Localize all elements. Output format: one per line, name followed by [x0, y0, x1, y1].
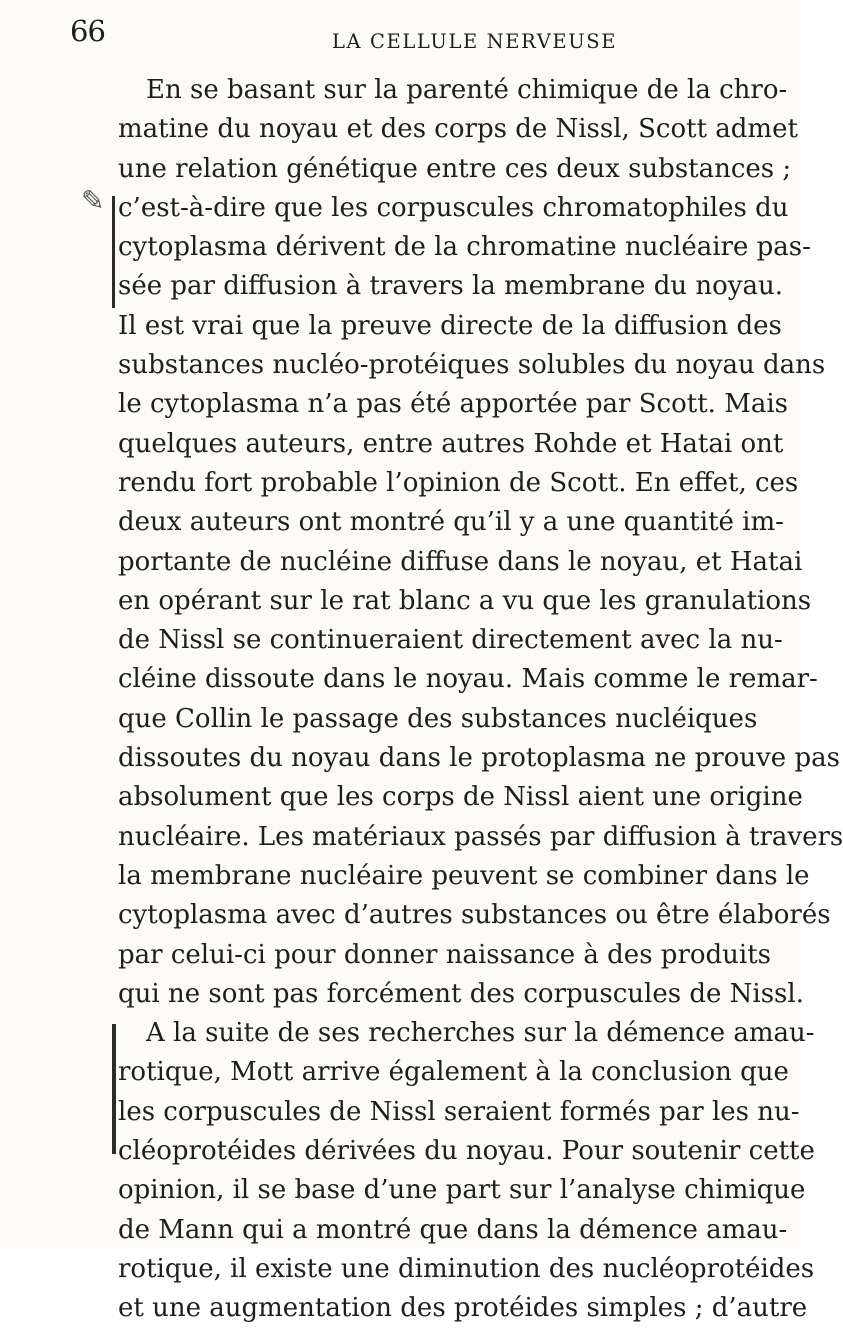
text-line: portante de nucléine diffuse dans le noyau, et Hatai	[118, 546, 803, 577]
text-line: substances nucléo-protéiques solubles du noyau dans	[118, 350, 826, 381]
text-line: le cytoplasma n’a pas été apportée par Scott. Mais	[118, 389, 788, 420]
text-line: rotique, Mott arrive également à la conclusion que	[118, 1057, 789, 1088]
text-line: les corpuscules de Nissl seraient formés par les nu-	[118, 1096, 800, 1127]
text-line: opinion, il se base d’une part sur l’analyse chimique	[118, 1175, 806, 1206]
text-line: dissoutes du noyau dans le protoplasma ne prouve pas	[118, 743, 840, 774]
text-line: Il est vrai que la preuve directe de la diffusion des	[118, 310, 782, 341]
text-line: c’est-à-dire que les corpuscules chromatophiles du	[118, 192, 789, 223]
text-line: qui ne sont pas forcément des corpuscules de Nissl.	[118, 978, 804, 1009]
text-line: une relation génétique entre ces deux substances ;	[118, 153, 792, 184]
margin-line-mark	[112, 1024, 116, 1154]
page-number: 66	[70, 14, 105, 48]
text-line: de Nissl se continueraient directement avec la nu-	[118, 625, 783, 656]
text-line: de Mann qui a montré que dans la démence amau-	[118, 1214, 788, 1245]
text-line: cléoprotéides dérivées du noyau. Pour soutenir cette	[118, 1136, 815, 1167]
margin-annotation-icon: ✎	[81, 184, 105, 217]
text-line: sée par diffusion à travers la membrane du noyau.	[118, 271, 783, 302]
text-line: par celui-ci pour donner naissance à des produits	[118, 939, 772, 970]
text-line: rendu fort probable l’opinion de Scott. En effet, ces	[118, 467, 799, 498]
text-line: en opérant sur le rat blanc a vu que les granulations	[118, 585, 812, 616]
text-line: cytoplasma dérivent de la chromatine nucléaire pas-	[118, 232, 811, 263]
text-line: et une augmentation des protéides simples ; d’autre	[118, 1293, 808, 1324]
text-line: rotique, il existe une diminution des nucléoprotéides	[118, 1253, 815, 1284]
text-line: cléine dissoute dans le noyau. Mais comme le remar-	[118, 664, 818, 695]
body-text	[118, 71, 843, 1329]
text-line: matine du noyau et des corps de Nissl, Scott admet	[118, 114, 798, 145]
text-line: A la suite de ses recherches sur la démence amau-	[146, 1018, 815, 1049]
text-line: quelques auteurs, entre autres Rohde et Hatai ont	[118, 428, 784, 459]
text-line: nucléaire. Les matériaux passés par diffusion à travers	[118, 821, 843, 852]
text-line: En se basant sur la parenté chimique de la chro-	[146, 75, 788, 105]
running-title: LA CELLULE NERVEUSE	[332, 30, 618, 53]
text-line: deux auteurs ont montré qu’il y a une quantité im-	[118, 507, 784, 538]
text-line: cytoplasma avec d’autres substances ou être élaborés	[118, 900, 831, 931]
text-line: que Collin le passage des substances nucléiques	[118, 703, 758, 734]
margin-line-mark	[112, 196, 115, 308]
text-line: absolument que les corps de Nissl aient une origine	[118, 782, 803, 813]
text-line: la membrane nucléaire peuvent se combiner dans le	[118, 860, 810, 891]
